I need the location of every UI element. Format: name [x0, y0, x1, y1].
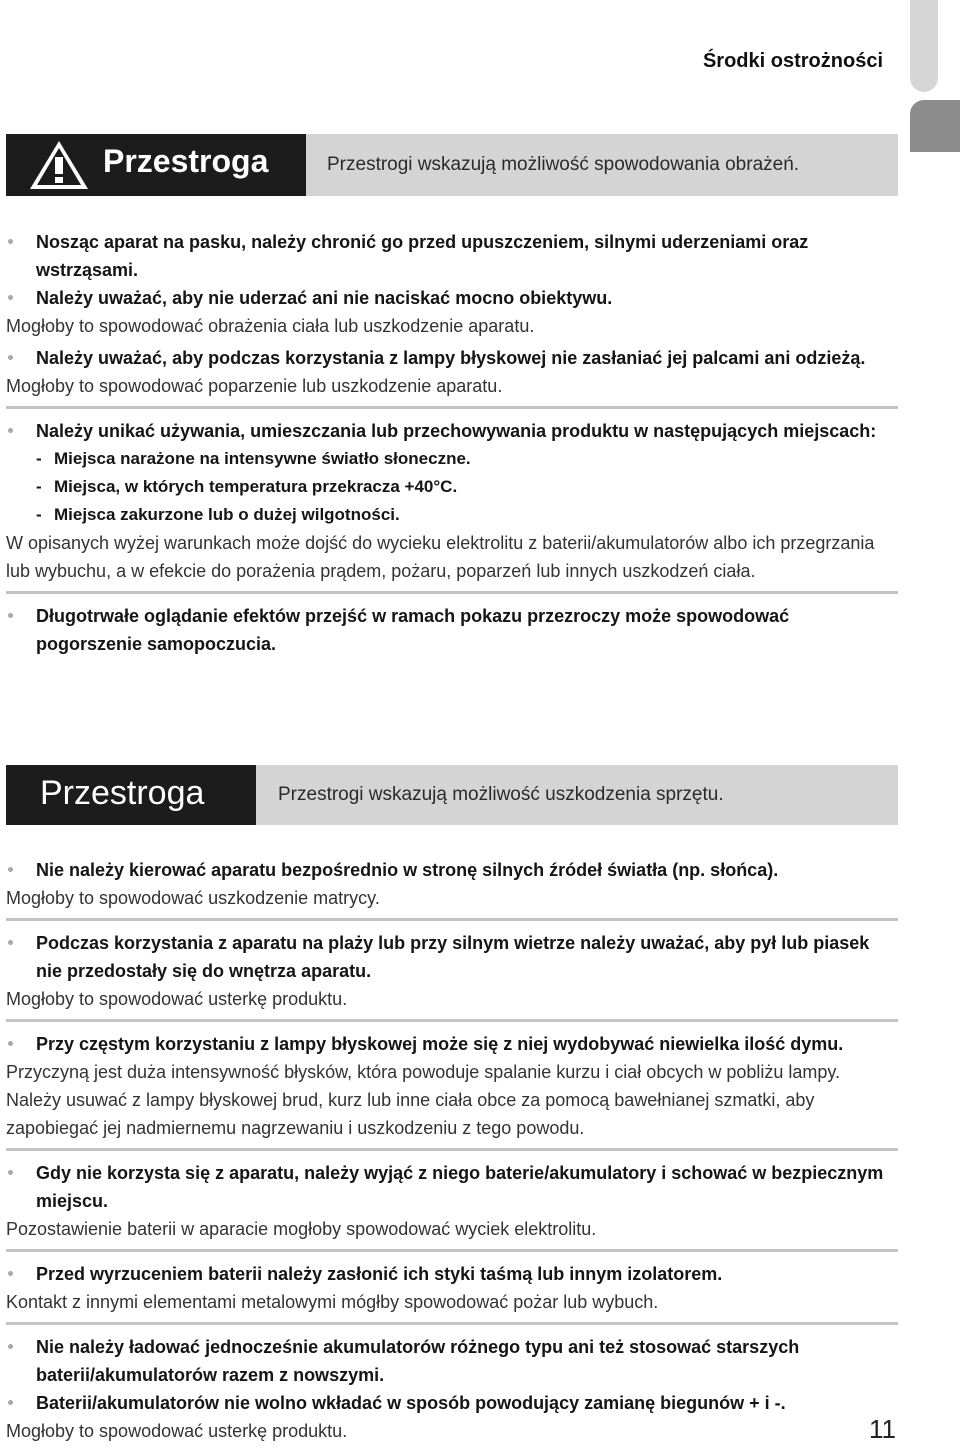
caution-tag-label: Przestroga — [40, 774, 205, 812]
caution-description: Przestrogi wskazują możliwość uszkodzenia sprzętu. — [278, 784, 724, 805]
caution-section — [6, 856, 898, 1445]
sub-item-text: Miejsca zakurzone lub o dużej wilgotności. — [54, 505, 400, 524]
caution-item-1 — [6, 856, 898, 912]
warning-description: Przestrogi wskazują możliwość spowodowania obrażeń. — [327, 154, 800, 175]
sub-item: - Miejsca zakurzone lub o dużej wilgotności. — [36, 505, 400, 524]
sub-item-text: Miejsca narażone na intensywne światło słoneczne. — [54, 449, 471, 468]
warning-item-2 — [6, 344, 898, 400]
sub-item-text: Miejsca, w których temperatura przekracza +40°C. — [54, 477, 458, 496]
divider — [6, 918, 898, 921]
caution-item-3 — [6, 1030, 898, 1142]
caution-item-2 — [6, 929, 898, 1013]
divider — [6, 591, 898, 594]
warning-tag — [6, 134, 306, 196]
warning-triangle-icon — [28, 139, 90, 191]
warning-bar — [6, 134, 898, 196]
caution-bar — [6, 765, 898, 825]
list-item: Nosząc aparat na pasku, należy chronić go przed upuszczeniem, silnymi uderzeniami oraz wstrząsami. — [6, 228, 898, 284]
item-note: Pozostawienie baterii w aparacie mogłoby spowodować wyciek elektrolitu. — [6, 1219, 597, 1239]
divider — [6, 1148, 898, 1151]
item-note: Mogłoby to spowodować usterkę produktu. — [6, 989, 348, 1009]
list-item: Gdy nie korzysta się z aparatu, należy wyjąć z niego baterie/akumulatory i schować w bezpiecznym miejscu. — [6, 1159, 898, 1215]
item-note: Mogłoby to spowodować usterkę produktu. — [6, 1421, 348, 1441]
side-tab-top — [910, 0, 938, 92]
item-note: W opisanych wyżej warunkach może dojść do wycieku elektrolitu z baterii/akumulatorów albo ich przegrzania lub wybuchu, a w efekcie do porażenia prądem, pożaru, poparzeń lub innych uszkodzeń ciała. — [6, 533, 875, 581]
caution-item-4 — [6, 1159, 898, 1243]
list-item: Należy unikać używania, umieszczania lub przechowywania produktu w następujących miejscach: — [6, 417, 898, 445]
page-header-title: Środki ostrożności — [702, 50, 883, 72]
sub-item: - Miejsca, w których temperatura przekracza +40°C. — [36, 477, 458, 496]
caution-item-5 — [6, 1260, 898, 1316]
divider — [6, 406, 898, 409]
warning-tag-label: Przestroga — [103, 143, 269, 179]
warning-item-4 — [6, 602, 898, 658]
list-item: Przy częstym korzystaniu z lampy błyskowej może się z niej wydobywać niewielka ilość dymu. — [6, 1030, 898, 1058]
list-item: Nie należy ładować jednocześnie akumulatorów różnego typu ani też stosować starszych baterii/akumulatorów razem z nowszymi. — [6, 1333, 898, 1389]
item-note: Kontakt z innymi elementami metalowymi mógłby spowodować pożar lub wybuch. — [6, 1292, 659, 1312]
list-item: Należy uważać, aby nie uderzać ani nie naciskać mocno obiektywu. — [6, 284, 898, 312]
page-number: 11 — [869, 1414, 896, 1444]
list-item: Należy uważać, aby podczas korzystania z lampy błyskowej nie zasłaniać jej palcami ani odzieżą. — [6, 344, 898, 372]
list-item: Przed wyrzuceniem baterii należy zasłonić ich styki taśmą lub innym izolatorem. — [6, 1260, 898, 1288]
item-note: Mogłoby to spowodować uszkodzenie matrycy. — [6, 888, 380, 908]
chapter-tab — [910, 100, 960, 152]
item-note: Przyczyną jest duża intensywność błysków, która powoduje spalanie kurzu i ciał obcych w pobliżu lampy. — [6, 1062, 841, 1082]
caution-item-6 — [6, 1333, 898, 1445]
item-note: Należy usuwać z lampy błyskowej brud, kurz lub inne ciała obce za pomocą bawełnianej szmatki, aby zapobiegać jej nadmiernemu nagrzewaniu i uszkodzeniu z tego powodu. — [6, 1090, 815, 1138]
caution-tag — [6, 765, 256, 825]
divider — [6, 1249, 898, 1252]
list-item: Długotrwałe oglądanie efektów przejść w ramach pokazu przezroczy może spowodować pogorszenie samopoczucia. — [6, 602, 898, 658]
list-item: Nie należy kierować aparatu bezpośrednio w stronę silnych źródeł światła (np. słońca). — [6, 856, 898, 884]
list-item: Baterii/akumulatorów nie wolno wkładać w sposób powodujący zamianę biegunów + i -. — [6, 1389, 898, 1417]
item-note: Mogłoby to spowodować obrażenia ciała lub uszkodzenie aparatu. — [6, 316, 535, 336]
warning-item-1 — [6, 228, 898, 340]
list-item: Podczas korzystania z aparatu na plaży lub przy silnym wietrze należy uważać, aby pył lub piasek nie przedostały się do wnętrza aparatu. — [6, 929, 898, 985]
warning-section — [6, 228, 898, 658]
divider — [6, 1322, 898, 1325]
divider — [6, 1019, 898, 1022]
sub-item: - Miejsca narażone na intensywne światło słoneczne. — [36, 449, 471, 468]
item-note: Mogłoby to spowodować poparzenie lub uszkodzenie aparatu. — [6, 376, 503, 396]
warning-item-3 — [6, 417, 898, 585]
